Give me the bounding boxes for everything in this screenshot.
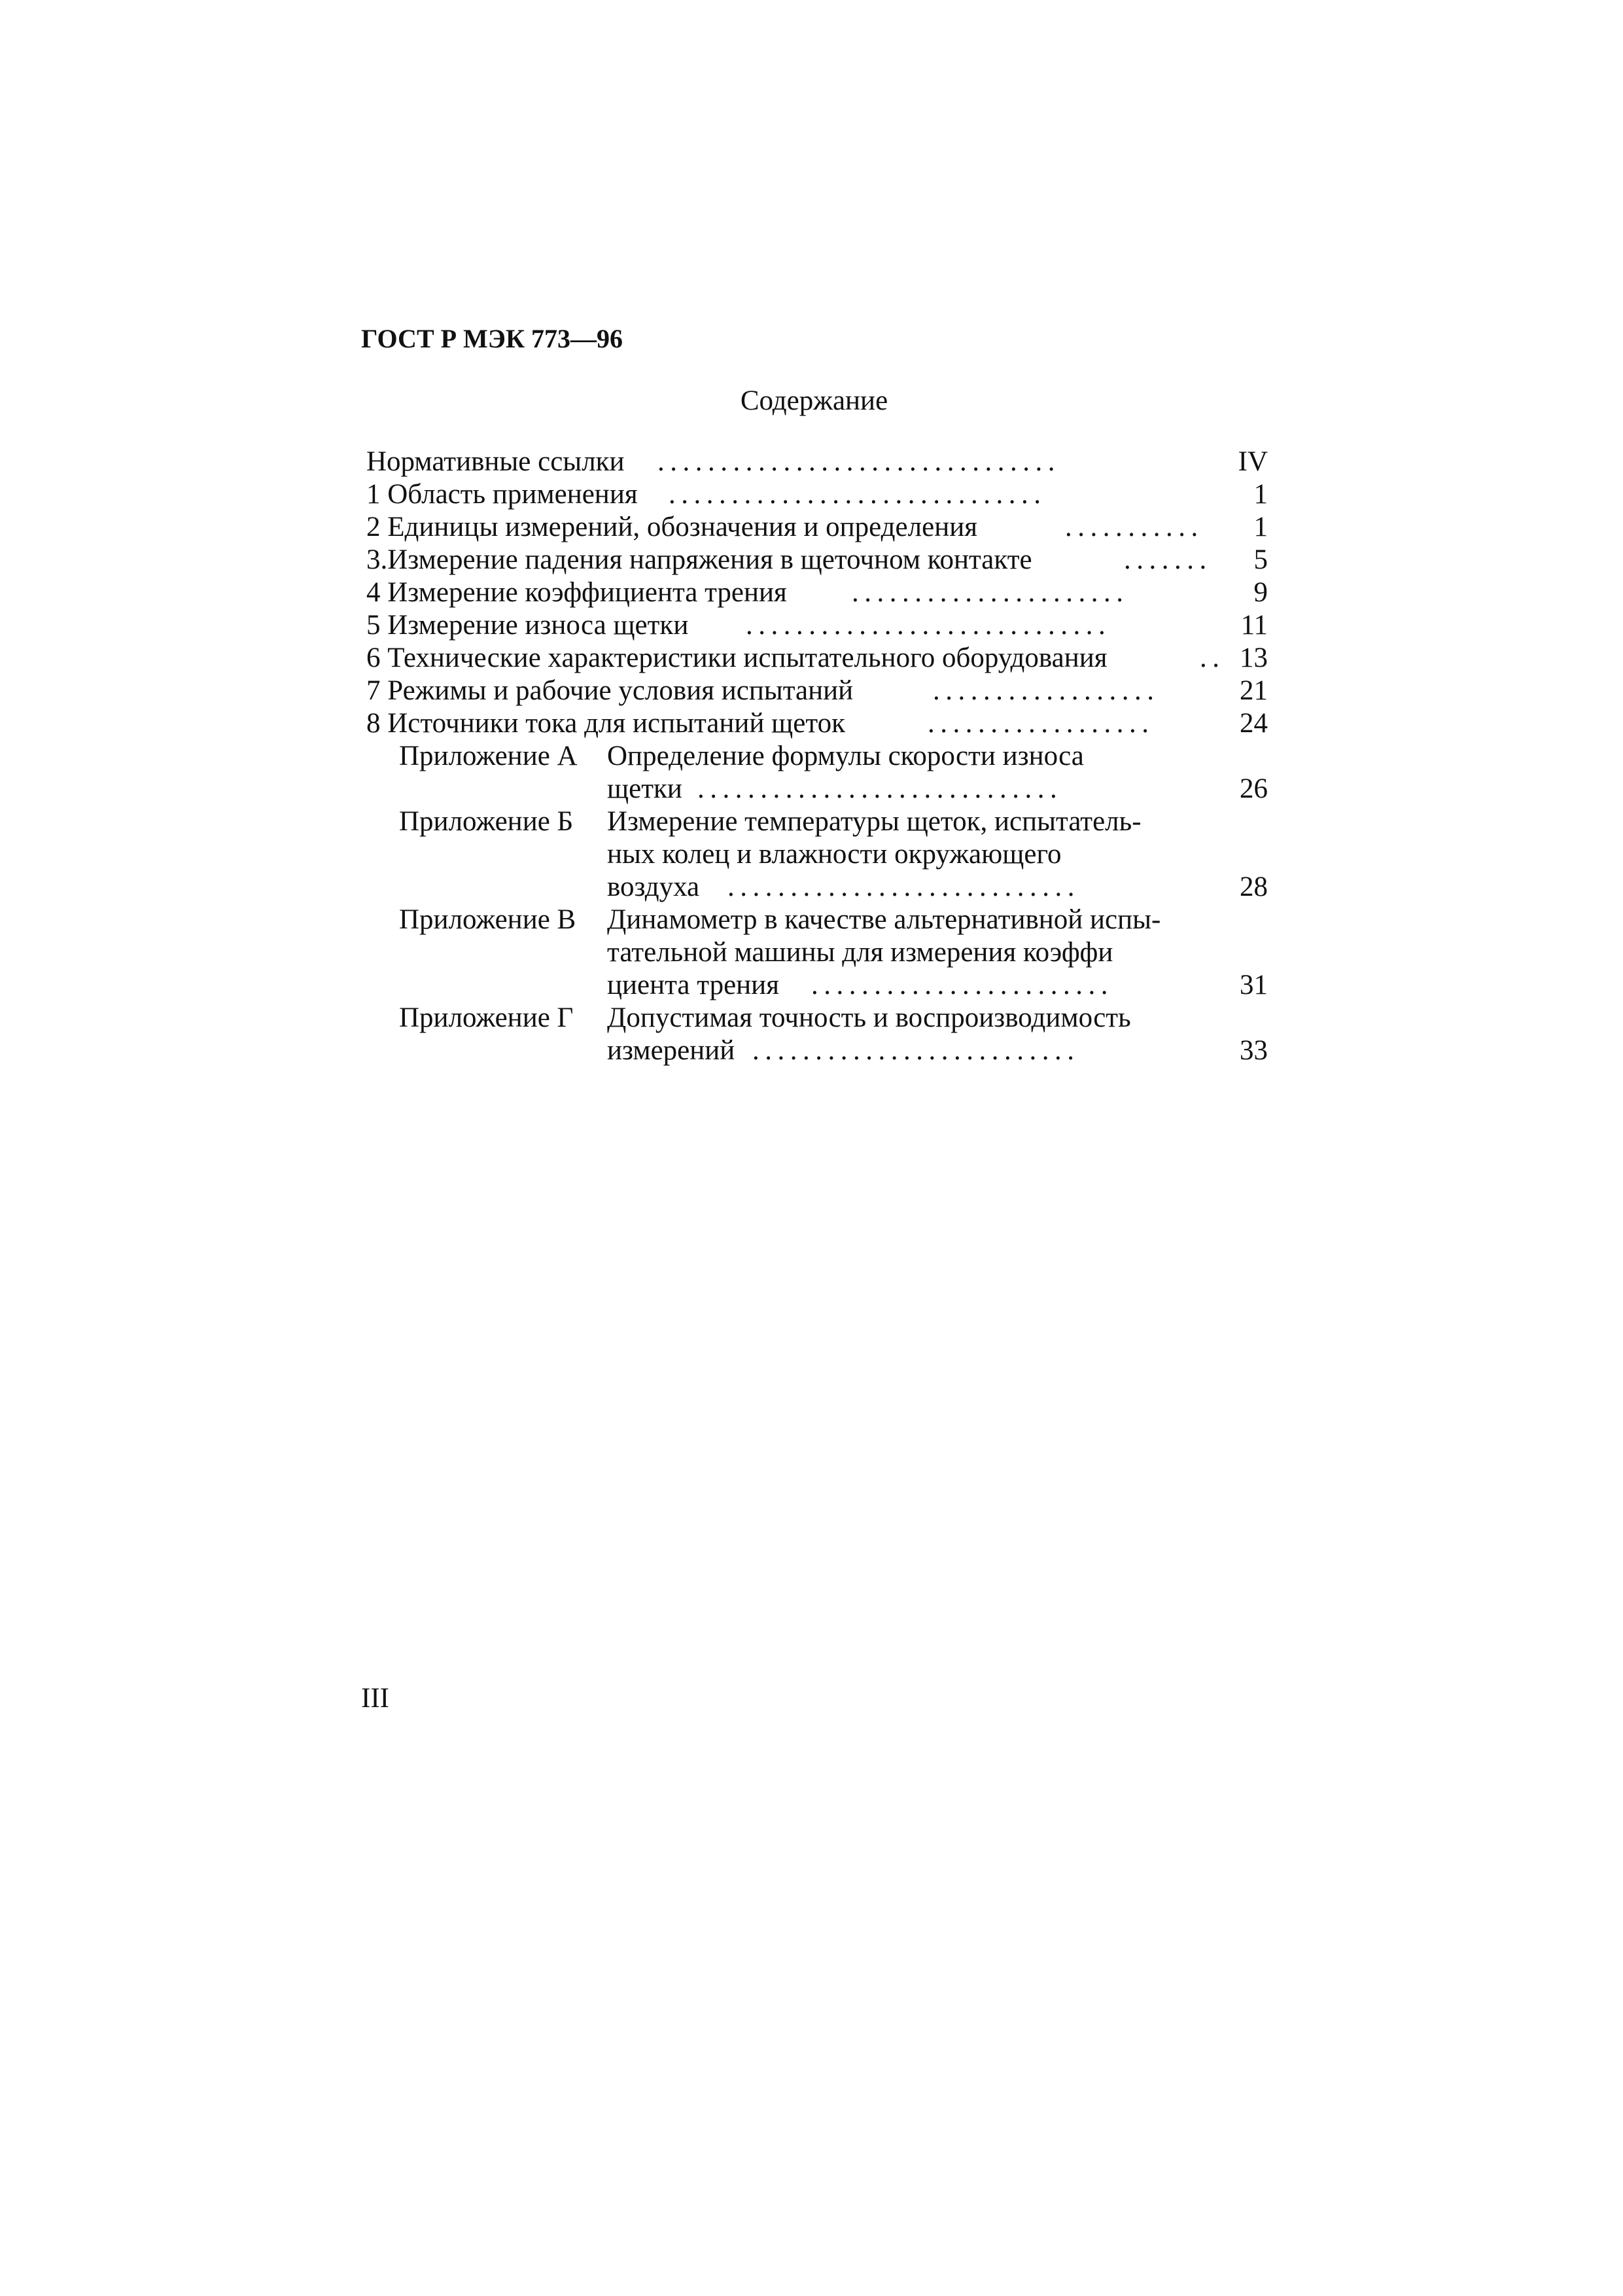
appendix-title-line: ных колец и влажности окружающего (607, 839, 1062, 870)
page-number: III (361, 1683, 389, 1714)
appendix-label: Приложение Г (399, 1002, 574, 1033)
toc-entry-leader: ....... (1124, 544, 1212, 575)
toc-entry-page: 13 (1240, 643, 1268, 673)
toc-entry-text: Нормативные ссылки (366, 446, 625, 477)
toc-appendix-a[interactable] (0, 739, 1623, 773)
appendix-title-line: щетки (607, 773, 682, 804)
toc-entry-text: 4 Измерение коэффициента трения (366, 577, 787, 608)
toc-entry-page: 21 (1240, 675, 1268, 706)
toc-entry-leader: ............................. (697, 773, 1063, 804)
toc-entry-leader: .......................... (752, 1035, 1080, 1066)
appendix-title-line: тательной машины для измерения коэффи (607, 937, 1113, 968)
toc-entry-modes[interactable] (0, 674, 1623, 708)
appendix-title-line: Измерение температуры щеток, испытатель- (607, 806, 1142, 837)
toc-entry-text: 3.Измерение падения напряжения в щеточном контакте (366, 544, 1032, 575)
toc-entry-friction[interactable] (0, 576, 1623, 610)
toc-entry-leader: ...................... (852, 577, 1129, 608)
toc-entry-leader: .............................. (669, 479, 1047, 510)
appendix-label: Приложение Б (399, 806, 574, 837)
appendix-label: Приложение А (399, 741, 578, 771)
toc-entry-text: 7 Режимы и рабочие условия испытаний (366, 675, 854, 706)
toc-entry-page: 11 (1240, 610, 1268, 641)
toc-appendix-b-continued[interactable] (0, 870, 1623, 904)
toc-entry-normative-references[interactable] (0, 445, 1623, 479)
toc-entry-page: 24 (1240, 708, 1268, 739)
toc-entry-equipment[interactable] (0, 641, 1623, 675)
toc-entry-current-sources[interactable] (0, 707, 1623, 741)
toc-entry-wear[interactable] (0, 609, 1623, 643)
toc-entry-text: 8 Источники тока для испытаний щеток (366, 708, 845, 739)
toc-appendix-g-continued[interactable] (0, 1034, 1623, 1068)
toc-entry-text: 6 Технические характеристики испытательного оборудования (366, 643, 1108, 673)
toc-entry-leader: ........................ (811, 970, 1113, 1000)
toc-entry-leader: ................................ (657, 446, 1060, 477)
toc-appendix-v-continued[interactable] (0, 936, 1623, 970)
appendix-title-line: воздуха (607, 872, 700, 902)
toc-entry-page: IV (1238, 446, 1268, 477)
toc-appendix-v-continued[interactable] (0, 968, 1623, 1002)
toc-entry-leader: ............................ (727, 872, 1080, 902)
toc-entry-page: 1 (1253, 512, 1268, 542)
toc-entry-voltage-drop[interactable] (0, 543, 1623, 577)
appendix-title-line: Определение формулы скорости износа (607, 741, 1084, 771)
toc-appendix-b-continued[interactable] (0, 838, 1623, 872)
toc-entry-page: 5 (1253, 544, 1268, 575)
toc-heading: Содержание (740, 385, 888, 416)
toc-entry-page: 31 (1240, 970, 1268, 1000)
toc-entry-scope[interactable] (0, 478, 1623, 512)
toc-entry-text: 2 Единицы измерений, обозначения и определения (366, 512, 977, 542)
document-designation: ГОСТ Р МЭК 773—96 (361, 324, 623, 353)
toc-entry-page: 26 (1240, 773, 1268, 804)
toc-appendix-b[interactable] (0, 805, 1623, 839)
toc-entry-leader: .. (1200, 643, 1225, 673)
toc-entry-units[interactable] (0, 510, 1623, 544)
toc-appendix-v[interactable] (0, 903, 1623, 937)
toc-entry-page: 33 (1240, 1035, 1268, 1066)
toc-entry-leader: .................. (933, 675, 1160, 706)
appendix-title-line: Допустимая точность и воспроизводимость (607, 1002, 1131, 1033)
toc-entry-text: 5 Измерение износа щетки (366, 610, 689, 641)
appendix-title-line: Динамометр в качестве альтернативной испы- (607, 904, 1161, 935)
toc-entry-page: 1 (1253, 479, 1268, 510)
toc-entry-leader: ............................. (746, 610, 1111, 641)
toc-entry-text: 1 Область применения (366, 479, 638, 510)
toc-entry-page: 9 (1253, 577, 1268, 608)
appendix-title-line: измерений (607, 1035, 735, 1066)
appendix-label: Приложение В (399, 904, 576, 935)
toc-appendix-g[interactable] (0, 1001, 1623, 1035)
appendix-title-line: циента трения (607, 970, 779, 1000)
toc-entry-page: 28 (1240, 872, 1268, 902)
toc-entry-leader: ........... (1065, 512, 1204, 542)
toc-appendix-a-continued[interactable] (0, 772, 1623, 806)
toc-entry-leader: .................. (928, 708, 1155, 739)
